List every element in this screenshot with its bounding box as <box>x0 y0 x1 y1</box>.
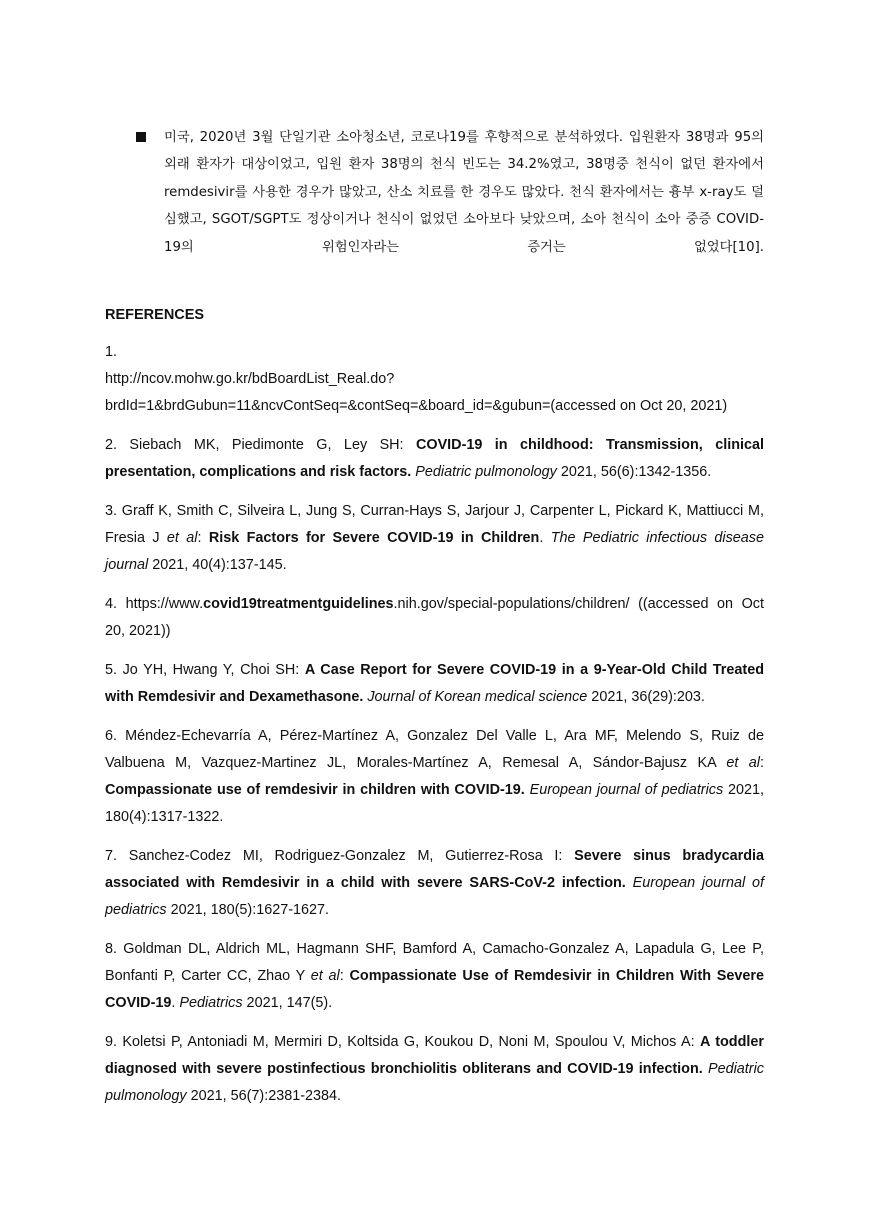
reference-citation: 2021, 56(6):1342-1356. <box>556 464 712 481</box>
reference-journal: The Pediatric infectious disease journal <box>105 530 765 574</box>
reference-citation: 2021, 40(4):137-145. <box>148 557 287 574</box>
reference-journal: Pediatric pulmonology <box>415 464 557 481</box>
reference-citation: 2021, 36(29):203. <box>587 689 705 706</box>
reference-authors: 9. Koletsi P, Antoniadi M, Mermiri D, Koltsida G, Koukou D, Noni M, Spoulou V, Michos A: <box>105 1034 700 1051</box>
reference-etal: et al <box>310 968 340 985</box>
reference-number: 1. <box>105 344 118 361</box>
reference-title: Risk Factors for Severe COVID-19 in Children <box>208 530 540 547</box>
reference-url[interactable]: http://ncov.mohw.go.kr/bdBoardList_Real.do?brdId=1&brdGubun=11&ncvContSeq=&contSeq=&board_id=&gubun=(accessed on Oct 20, 2021) <box>105 371 728 415</box>
reference-etal: et al <box>726 755 761 772</box>
document-page <box>105 124 764 1110</box>
reference-authors: 2. Siebach MK, Piedimonte G, Ley SH: <box>105 437 416 454</box>
reference-item-4[interactable] <box>105 591 764 645</box>
square-bullet-icon <box>136 132 146 142</box>
reference-citation: 2021, 147(5). <box>242 995 333 1012</box>
reference-item-8 <box>105 936 764 1017</box>
reference-title: Compassionate use of remdesivir in children with COVID-19. <box>105 782 525 799</box>
reference-citation: 2021, 56(7):2381-2384. <box>186 1088 342 1105</box>
reference-authors: 6. Méndez-Echevarría A, Pérez-Martínez A, Gonzalez Del Valle L, Ara MF, Melendo S, Ruiz de Valbuena M, Vazquez-Martinez JL, Morales-Martínez A, Remesal A, Sándor-Bajusz KA <box>105 728 764 772</box>
reference-authors: 5. Jo YH, Hwang Y, Choi SH: <box>105 662 305 679</box>
reference-title: A toddler diagnosed with severe postinfectious bronchiolitis obliterans and COVID-19 infection. <box>105 1034 764 1078</box>
reference-colon: : <box>339 968 350 985</box>
bullet-text: 미국, 2020년 3월 단일기관 소아청소년, 코로나19를 후향적으로 분석하였다. 입원환자 38명과 95의 외래 환자가 대상이었고, 입원 환자 38명의 천식 빈도는 34.2%였고, 38명중 천식이 없던 환자에서 remdesivir를 사용한 경우가 많았고, 산소 치료를 한 경우도 많았다. 천식 환자에서는 흉부 x-ray도 덜 심했고, SGOT/SGPT도 정상이거나 천식이 없었던 소아보다 낮았으며, 소아 천식이 소아 중증 COVID-19의 위험인자라는 증거는 없었다[10]. <box>164 130 764 255</box>
reference-item-1 <box>105 339 764 420</box>
reference-item-5 <box>105 657 764 711</box>
reference-title: A Case Report for Severe COVID-19 in a 9-Year-Old Child Treated with Remdesivir and Dexamethasone. <box>105 662 764 706</box>
reference-title: Severe sinus bradycardia associated with Remdesivir in a child with severe SARS-CoV-2 infection. <box>105 848 764 892</box>
reference-url-bold: covid19treatmentguidelines <box>203 596 394 613</box>
reference-journal: European journal of pediatrics <box>529 782 724 799</box>
reference-citation: 2021, 180(5):1627-1627. <box>166 902 330 919</box>
reference-authors: 7. Sanchez-Codez MI, Rodriguez-Gonzalez M, Gutierrez-Rosa I: <box>105 848 575 865</box>
reference-authors: 3. Graff K, Smith C, Silveira L, Jung S, Curran-Hays S, Jarjour J, Carpenter L, Pickard K, Mattiucci M, Fresia J <box>105 503 764 547</box>
reference-dot: . <box>171 995 180 1012</box>
reference-authors: 8. Goldman DL, Aldrich ML, Hagmann SHF, Bamford A, Camacho-Gonzalez A, Lapadula G, Lee P, Bonfanti P, Carter CC, Zhao Y <box>105 941 764 985</box>
reference-item-7 <box>105 843 764 924</box>
reference-item-3 <box>105 498 764 579</box>
reference-colon: : <box>197 530 209 547</box>
reference-item-2 <box>105 432 764 486</box>
reference-journal: Journal of Korean medical science <box>367 689 588 706</box>
reference-etal: et al <box>166 530 198 547</box>
reference-title: COVID-19 in childhood: Transmission, clinical presentation, complications and risk factors. <box>105 437 764 481</box>
reference-journal: European journal of pediatrics <box>105 875 765 919</box>
reference-title: Compassionate Use of Remdesivir in Children With Severe COVID-19 <box>105 968 764 1012</box>
reference-url-suffix: .nih.gov/special-populations/children/ ((accessed on Oct 20, 2021)) <box>105 596 764 640</box>
reference-citation: 2021, 180(4):1317-1322. <box>105 782 765 826</box>
reference-item-6 <box>105 723 764 831</box>
reference-url-prefix: 4. https://www. <box>105 596 204 613</box>
references-heading: REFERENCES <box>105 307 205 324</box>
reference-colon: : <box>760 755 765 772</box>
reference-item-9 <box>105 1029 764 1110</box>
reference-dot: . <box>539 530 551 547</box>
reference-journal: Pediatric pulmonology <box>105 1061 764 1105</box>
reference-journal: Pediatrics <box>179 995 243 1012</box>
bullet-paragraph <box>105 124 764 261</box>
